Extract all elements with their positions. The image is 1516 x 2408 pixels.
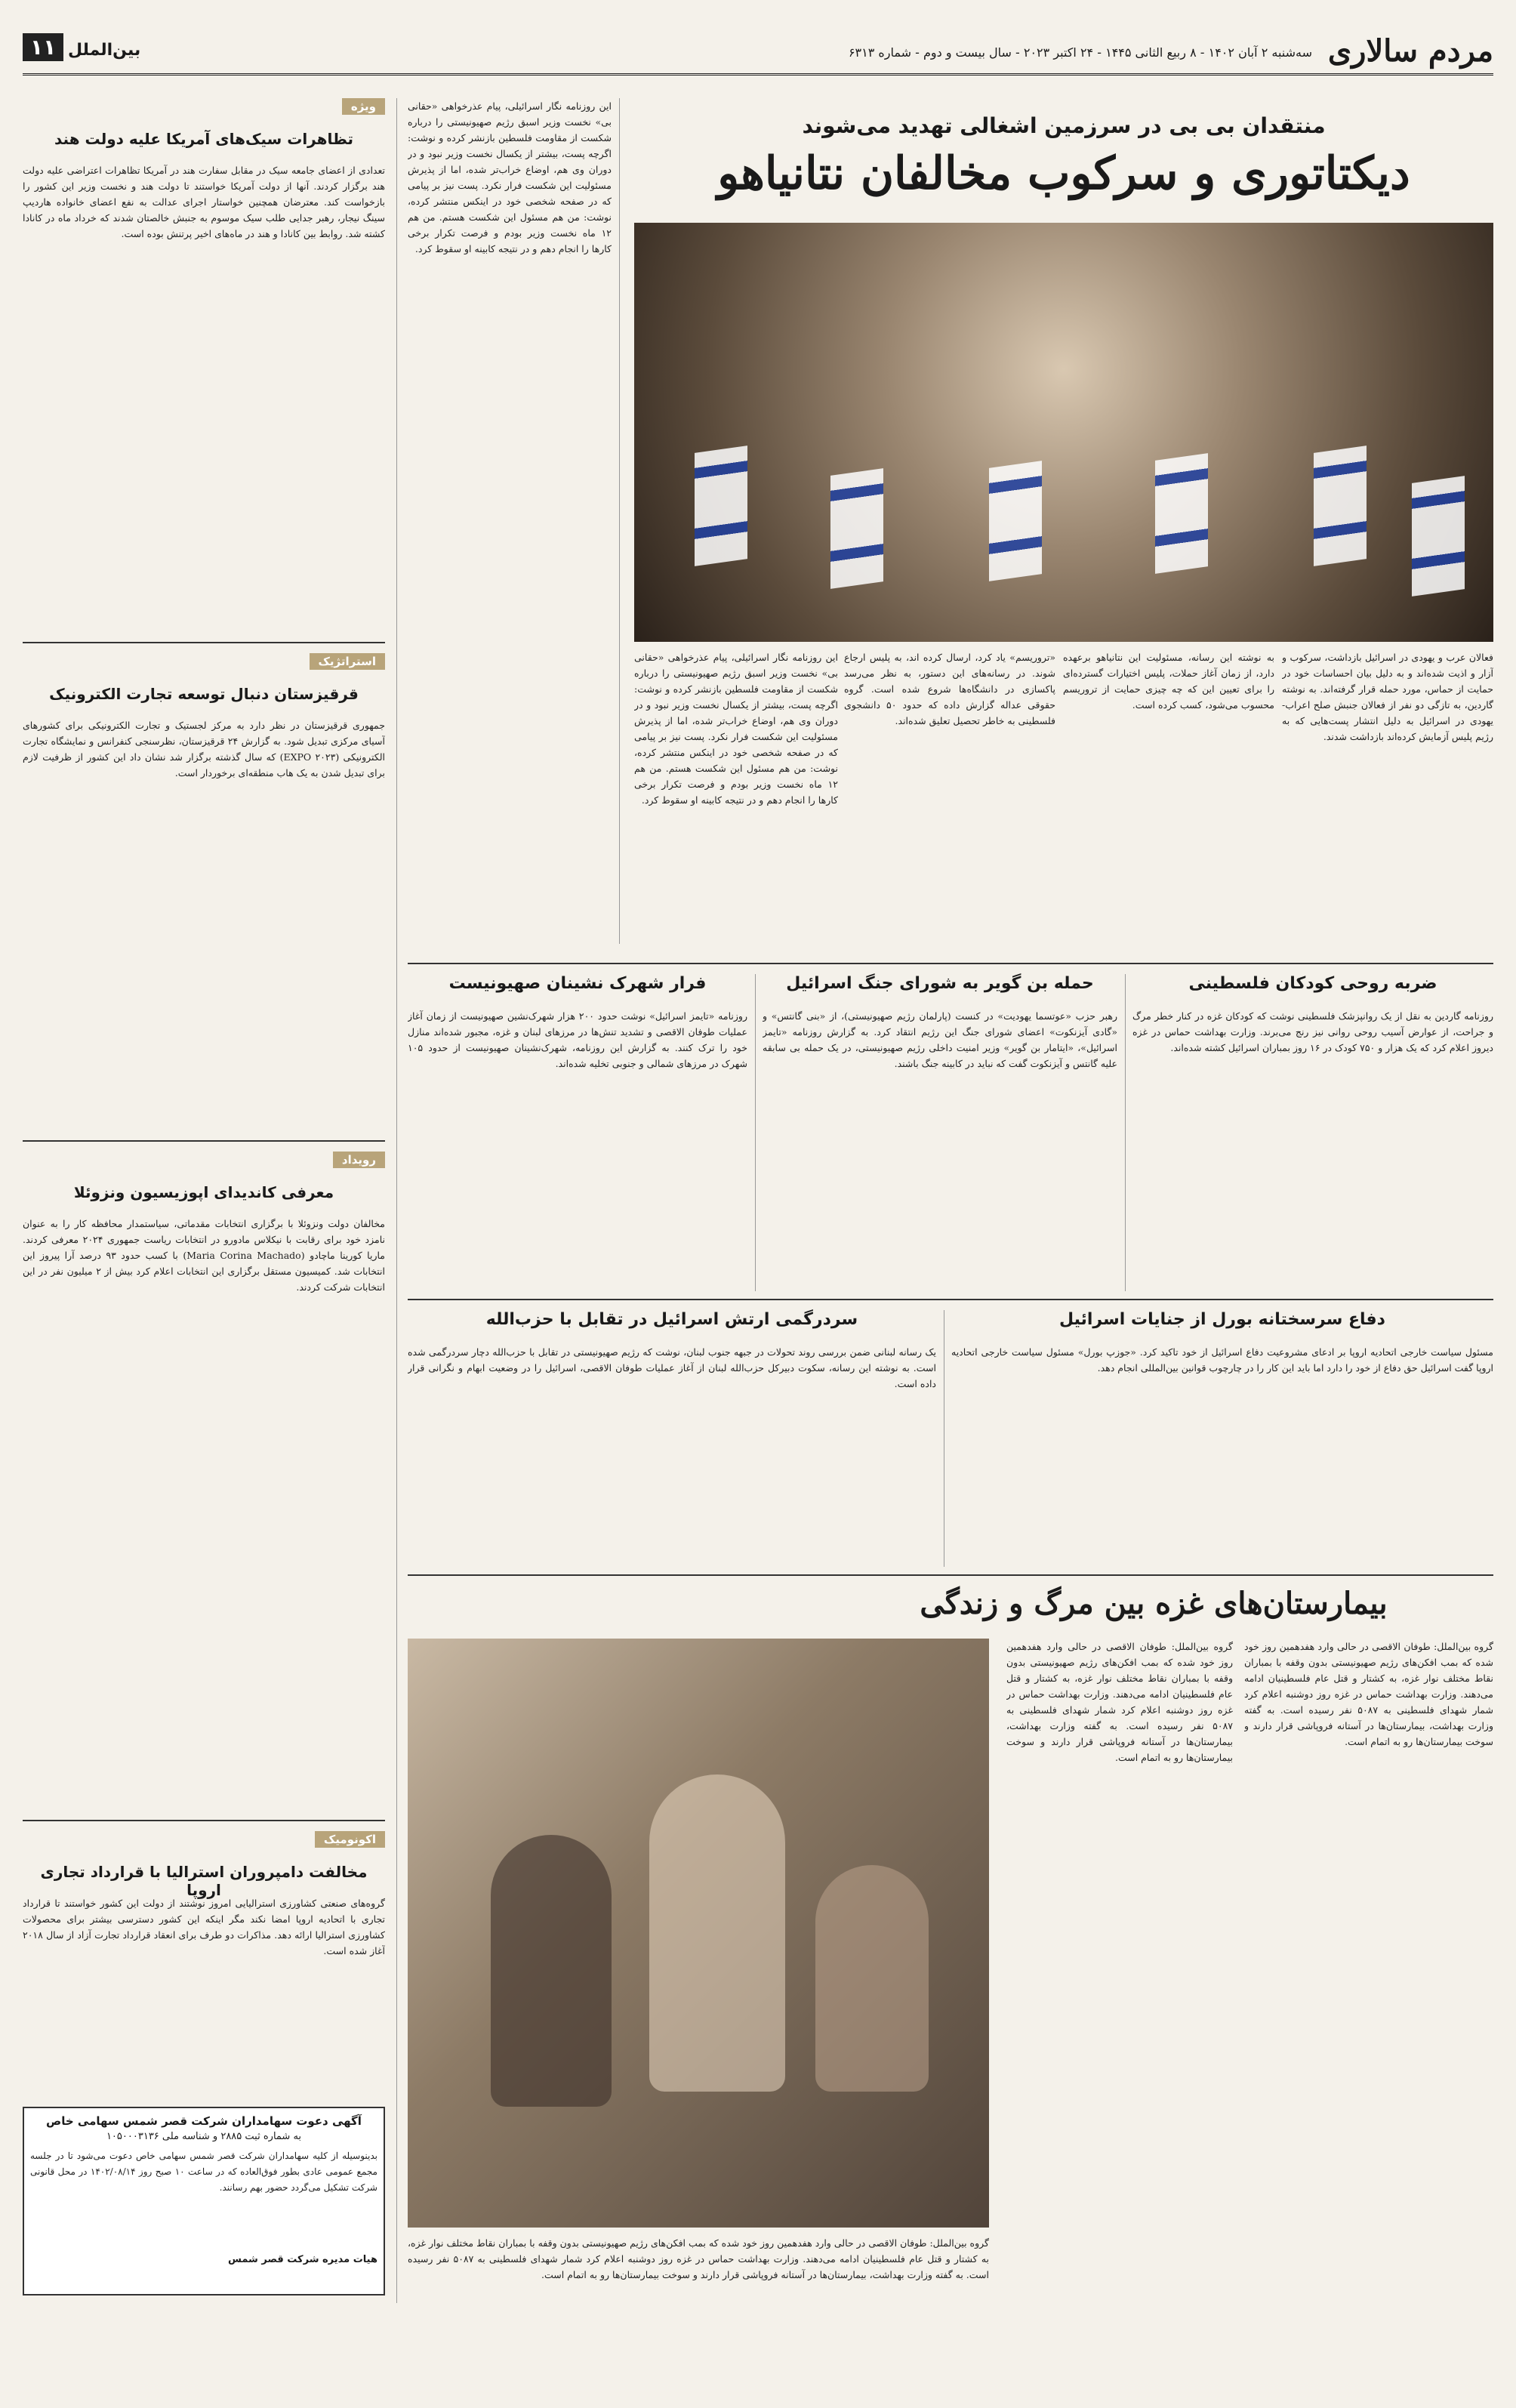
notice-text: بدینوسیله از کلیه سهامداران شرکت قصر شمس سهامی خاص دعوت می‌شود تا در جلسه مجمع عمومی عادی بطور فوق‌العاده که در ساعت ۱۰ صبح روز ۱۴۰۲/۰۸/۱۴ در محل قانونی شرکت تشکیل می‌گردد حضور بهم رسانند.: [30, 2151, 377, 2193]
substory: [1132, 974, 1493, 1291]
substory-title: حمله بن گویر به شورای جنگ اسرائیل: [786, 974, 1094, 993]
photo-figure: [815, 1865, 929, 2092]
sidebar-text: جمهوری قرقیزستان در نظر دارد به مرکز لجستیک و تجارت الکترونیکی برای کشورهای آسیای مرکزی تبدیل شود. به گزارش ۲۴ قرقیزستان، نظرسنجی کنفرانس و نمایشگاه تجارت الکترونیکی (EXPO ۲۰۲۳) که سال گذشته برگزار شد نشان داد این کشور از ظرفیت لازم برای تبدیل شدن به یک هاب منطقه‌ای برخوردار است.: [23, 720, 385, 779]
page-number: ۱۱: [23, 33, 63, 61]
substory-title: سردرگمی ارتش اسرائیل در تقابل با حزب‌الله: [485, 1310, 858, 1329]
feature-text: گروه بین‌الملل: طوفان الاقصی در حالی وارد هفدهمین روز خود شده که بمب افکن‌های رژیم صهیونیستی بدون وقفه با بمباران نقاط مختلف نوار غزه، به کشتار و قتل عام فلسطینیان ادامه می‌دهند. وزارت بهداشت حماس در غزه روز دوشنبه اعلام کرد شمار شهدای فلسطینی به ۵۰۸۷ نفر رسیده است. به گفته وزارت بهداشت، بیمارستان‌ها در آستانه فروپاشی قرار دارند و سوخت بیمارستان‌ها رو به اتمام است.: [1244, 1641, 1493, 1747]
masthead: [23, 30, 1493, 76]
substory: [951, 1310, 1493, 1567]
substory-text: روزنامه گاردین به نقل از یک روانپزشک فلسطینی نوشت که کودکان غزه در کنار خطر مرگ و جراحت، از عوارض آسیب روحی روانی نیز رنج می‌برند. وزارت بهداشت حماس در غزه دیروز اعلام کرد که یک هزار و ۷۵۰ کودک در ۱۶ روز بمباران اسرائیل کشته شده‌اند.: [1132, 1010, 1493, 1053]
divider: [408, 963, 1493, 964]
sidebar: [23, 98, 385, 2303]
sidebar-text: مخالفان دولت ونزوئلا با برگزاری انتخابات مقدماتی، سیاستمدار محافظه کار را به عنوان نامزد خود برای رقابت با نیکلاس مادورو در انتخابات ریاست جمهوری ۲۰۲۴ معرفی کردند. ماریا کورینا ماچادو (Maria Corina Machado) با کسب حدود ۹۳ درصد آرا پیروز این انتخابات شد. کمیسیون مستقل برگزاری این انتخابات اعلام کرد بیش از ۲ میلیون نفر در این انتخابات شرکت کردند.: [23, 1218, 385, 1293]
dateline: سه‌شنبه ۲ آبان ۱۴۰۲ - ۸ ربیع الثانی ۱۴۴۵ - ۲۴ اکتبر ۲۰۲۳ - سال بیست و دوم - شماره ۶۳۱۳: [848, 45, 1312, 60]
notice-footer: هیات مدیره شرکت قصر شمس: [227, 2254, 377, 2265]
sidebar-item: [23, 1152, 385, 1816]
feature-photo: [408, 1639, 989, 2228]
substory: [763, 974, 1117, 1291]
flag-icon: [1412, 476, 1465, 597]
logo: مردم سالاری: [1327, 33, 1493, 69]
divider: [23, 1140, 385, 1142]
lead-title: دیکتاتوری و سرکوب مخالفان نتانیاهو: [717, 147, 1410, 200]
sidebar-title: تظاهرات سیک‌های آمریکا علیه دولت هند: [54, 130, 353, 148]
substory-text: مسئول سیاست خارجی اتحادیه اروپا بر ادعای مشروعیت دفاع اسرائیل از خود تاکید کرد. «جوزپ بورل» مسئول سیاست خارجی اتحادیه اروپا گفت اسرائیل حق دفاع از خود را دارد اما باید این کار را در چارچوب قوانین بین‌المللی انجام دهد.: [951, 1346, 1493, 1374]
section-tag: ویژه: [342, 98, 385, 115]
substory: [408, 974, 747, 1291]
classified-notice: [23, 2107, 385, 2295]
column-divider: [755, 974, 756, 1291]
substory-text: رهبر حزب «عوتسما یهودیت» در کنست (پارلمان رژیم صهیونیستی)، از «بنی گانتس» و «گادی آیزنکوت» اعضای شورای جنگ این رژیم انتقاد کرد. به گزارش روزنامه «تایمز اسرائیل»، «ایتامار بن گویر» وزیر امنیت داخلی رژیم صهیونیستی، در یک حمله بی سابقه علیه گانتس و آیزنکوت گفت که نباید در کابینه جنگ باشند.: [763, 1010, 1117, 1069]
flag-icon: [695, 446, 747, 566]
sidebar-title: معرفی کاندیدای اپوزیسیون ونزوئلا: [73, 1183, 334, 1201]
sidebar-item: [23, 653, 385, 1136]
substory-text: روزنامه «تایمز اسرائیل» نوشت حدود ۲۰۰ هزار شهرک‌نشین صهیونیست از زمان آغاز عملیات طوفان الاقصی و تشدید تنش‌ها در مرزهای لبنان و غزه، مجبور شده‌اند منازل خود را ترک کنند. به گزارش این روزنامه، شهرک‌نشینان صهیونیست از حدود ۱۰۵ شهرک در مرزهای شمالی و جنوبی تخلیه شده‌اند.: [408, 1010, 747, 1069]
feature-title: بیمارستان‌های غزه بین مرگ و زندگی: [920, 1586, 1388, 1621]
notice-subtitle: به شماره ثبت ۲۸۸۵ و شناسه ملی ۱۰۵۰۰۰۳۱۳۶: [106, 2131, 302, 2142]
sidebar-text: تعدادی از اعضای جامعه سیک در مقابل سفارت هند در آمریکا تظاهرات اعتراضی علیه دولت هند برگزار کردند. آنها از دولت آمریکا خواستند تا دولت هند و نخست وزیر این کشور را بازخواست کند. معترضان همچنین خواستار اجرای عدالت به نفع اعضای خانواده هاردیپ سینگ نیجار، رهبر جدایی طلب سیک موسوم به جنبش خالصتان شدند که خرداد ماه در کانادا کشته شد. روابط بین کانادا و هند در ماه‌های اخیر پرتنش بوده است.: [23, 165, 385, 239]
sidebar-title: مخالفت دامپروران استرالیا با قرارداد تجاری اروپا: [40, 1863, 368, 1899]
divider: [23, 1820, 385, 1821]
photo-figure: [649, 1774, 785, 2092]
lead-photo: [634, 223, 1493, 642]
substory-title: ضربه روحی کودکان فلسطینی: [1188, 974, 1437, 993]
feature-story: [408, 1586, 1493, 2311]
lead-kicker: منتقدان بی بی در سرزمین اشغالی تهدید می‌شوند: [802, 113, 1326, 138]
sidebar-item: [23, 98, 385, 642]
divider: [408, 1299, 1493, 1300]
substory-title: فرار شهرک نشینان صهیونیست: [448, 974, 707, 993]
sidebar-text: گروه‌های صنعتی کشاورزی استرالیایی امروز نوشتند از دولت این کشور خواستند تا قرارداد تجاری با اتحادیه اروپا امضا نکند مگر اینکه این کشور دسترسی بیشتر برای محصولات کشاورزی استرالیا ارائه دهد. مذاکرات دو طرف برای انعقاد قرارداد تجارت آزاد از سال ۲۰۱۸ آغاز شده است.: [23, 1898, 385, 1956]
notice-title: آگهی دعوت سهامداران شرکت قصر شمس سهامی خاص: [46, 2114, 362, 2128]
lead-col-left: «تروریسم» یاد کرد، ارسال کرده اند، به پلیس ارجاع شوند. در رسانه‌های این دستور، به نظر می‌رسد پاکسازی در دانشگاه‌ها شروع شده است. گروه حقوقی عداله گزارش داده که حدود ۵۰ دانشجوی فلسطینی به خاطر تحصیل تعلیق شده‌اند.: [844, 652, 1055, 726]
sidebar-title: قرقیزستان دنبال توسعه تجارت الکترونیک: [49, 685, 359, 703]
divider: [23, 642, 385, 643]
substory-title: دفاع سرسختانه بورل از جنایات اسرائیل: [1059, 1310, 1385, 1329]
feature-text-col2: گروه بین‌الملل: طوفان الاقصی در حالی وارد هفدهمین روز خود شده که بمب افکن‌های رژیم صهیونیستی بدون وقفه با بمباران نقاط مختلف نوار غزه، به کشتار و قتل عام فلسطینیان ادامه می‌دهند. وزارت بهداشت حماس در غزه روز دوشنبه اعلام کرد شمار شهدای فلسطینی به ۵۰۸۷ نفر رسیده است. به گفته وزارت بهداشت، بیمارستان‌ها در آستانه فروپاشی قرار دارند و سوخت بیمارستان‌ها رو به اتمام است.: [1006, 1641, 1233, 1763]
feature-caption: گروه بین‌الملل: طوفان الاقصی در حالی وارد هفدهمین روز خود شده که بمب افکن‌های رژیم صهیونیستی بدون وقفه با بمباران نقاط مختلف نوار غزه، به کشتار و قتل عام فلسطینیان ادامه می‌دهند. وزارت بهداشت حماس در غزه روز دوشنبه اعلام کرد شمار شهدای فلسطینی به ۵۰۸۷ نفر رسیده است. به گفته وزارت بهداشت، بیمارستان‌ها در آستانه فروپاشی قرار دارند و سوخت بیمارستان‌ها رو به اتمام است.: [408, 2237, 989, 2280]
column-divider: [1125, 974, 1126, 1291]
lead-col-extra: این روزنامه نگار اسرائیلی، پیام عذرخواهی «حقانی بی» نخست وزیر اسبق رژیم صهیونیستی را درباره شکست از مقاومت فلسطین بازنشر کرده و نوشت: اگرچه پست، بیشتر از یکسال نخست وزیر نبود و در دوران وی هم، اوضاع خراب‌تر شده، اما از پذیرش مسئولیت این شکست فرار نکرد. پست نیز بر پیامی که در صفحه شخصی خود در اینکس منتشر کرده، نوشت: من هم مسئول این شکست هستم. من هم ۱۲ ماه نخست وزیر بودم و فرصت تکرار برخی کارها را انجام دهم و در نتیجه کابینه او سقوط کرد.: [634, 652, 838, 806]
column-divider: [619, 98, 620, 944]
section-tag: استراتژیک: [310, 653, 385, 670]
substory: [408, 1310, 936, 1567]
flag-icon: [1314, 446, 1367, 566]
substory-text: یک رسانه لبنانی ضمن بررسی روند تحولات در جبهه جنوب لبنان، نوشت که رژیم صهیونیستی در تقابل با حزب‌الله دچار سردرگمی شده است. به نوشته این رسانه، سکوت دبیرکل حزب‌الله لبنان از آغاز عملیات طوفان الاقصی، اسرائیل را در وضعیت ابهام و نگرانی قرار داده است.: [408, 1346, 936, 1389]
lead-story: [408, 98, 1493, 959]
flag-icon: [989, 461, 1042, 581]
lead-col-right: فعالان عرب و یهودی در اسرائیل بازداشت، سرکوب و آزار و اذیت شده‌اند و به دلیل بیان احساسات خود در حمایت از حماس، مورد حمله قرار گرفته‌اند. به نوشته گاردین، به تازگی دو نفر از فعالان جنبش صلح اعراب-یهودی در اسرائیل به دلیل انتشار پست‌هایی که به رژیم پلیس آزمایش کرده‌اند بازداشت شدند.: [1282, 652, 1493, 742]
flag-icon: [830, 468, 883, 589]
lead-intro: این روزنامه نگار اسرائیلی، پیام عذرخواهی «حقانی بی» نخست وزیر اسبق رژیم صهیونیستی را درباره شکست از مقاومت فلسطین بازنشر کرده و نوشت: اگرچه پست، بیشتر از یکسال نخست وزیر نبود و در دوران وی هم، اوضاع خراب‌تر شده، اما از پذیرش مسئولیت این شکست فرار نکرد. پست نیز بر پیامی که در صفحه شخصی خود در اینکس منتشر کرده، نوشت: من هم مسئول این شکست هستم. من هم ۱۲ ماه نخست وزیر بودم و فرصت تکرار برخی کارها را انجام دهم و در نتیجه کابینه او سقوط کرد.: [408, 100, 612, 254]
divider: [408, 1574, 1493, 1576]
lead-col-mid: به نوشته این رسانه، مسئولیت این نتانیاهو برعهده دارد، از زمان آغاز حملات، پلیس اختیارات گسترده‌ای را برای تعیین این که چه چیزی حمایت از تروریسم محسوب می‌شود، کسب کرده است.: [1063, 652, 1274, 711]
flag-icon: [1155, 453, 1208, 574]
sidebar-item: [23, 1831, 385, 2092]
section-tag: اکونومیک: [315, 1831, 385, 1848]
section-name: بین‌الملل: [68, 41, 141, 60]
photo-figure: [491, 1835, 612, 2107]
column-divider: [396, 98, 397, 2303]
section-tag: رویداد: [333, 1152, 385, 1168]
